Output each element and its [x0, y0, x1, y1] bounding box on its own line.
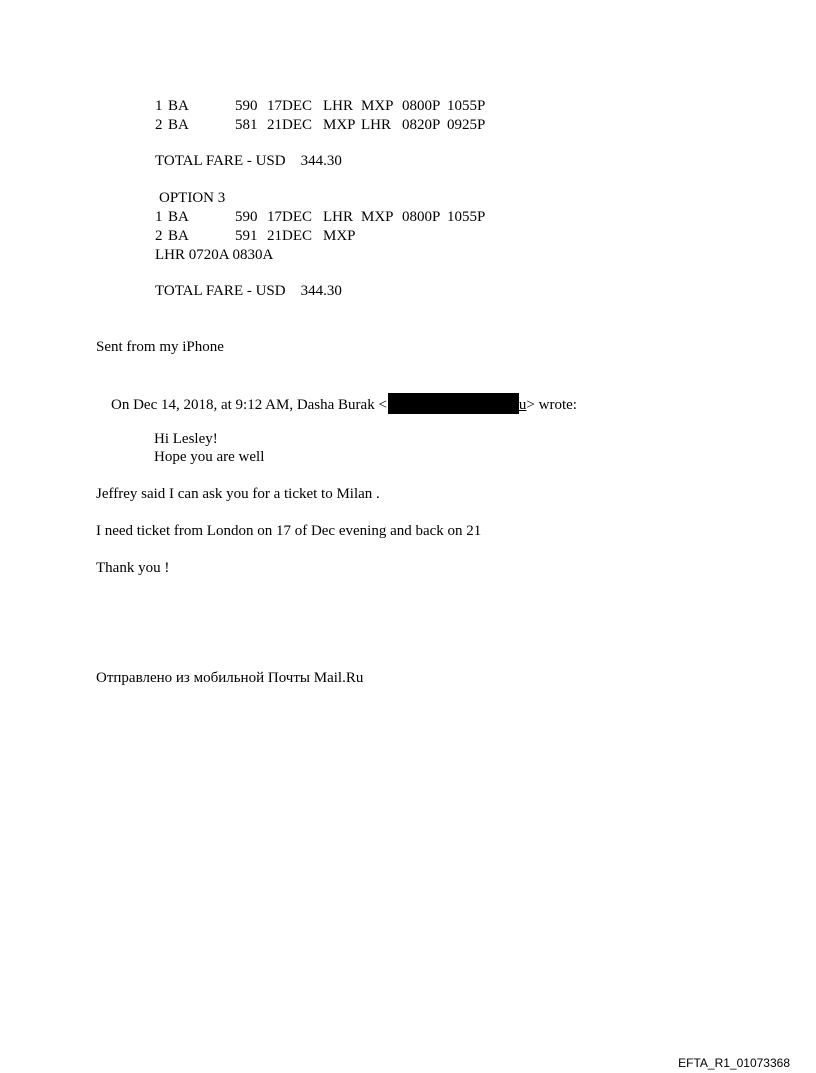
option3-title: OPTION 3 — [159, 190, 226, 206]
segment-date: 17DEC — [267, 98, 312, 114]
document-id: EFTA_R1_01073368 — [678, 1056, 790, 1070]
segment-arrival: 1055P — [447, 209, 486, 225]
flight-segment — [155, 227, 356, 246]
mobile-mail-signature: Отправлено из мобильной Почты Mail.Ru — [96, 670, 364, 686]
flight-segment — [155, 116, 486, 135]
segment-flight: 581 — [235, 117, 258, 133]
quote-header-prefix: On Dec 14, 2018, at 9:12 AM, Dasha Burak < — [111, 397, 387, 413]
segment-origin: MXP — [323, 117, 356, 133]
segment-date: 21DEC — [267, 117, 312, 133]
quote-header-suffix: > wrote: — [526, 397, 577, 413]
segment-date: 21DEC — [267, 228, 312, 244]
option3-itinerary — [155, 208, 486, 246]
segment-flight: 590 — [235, 98, 258, 114]
segment-departure: 0800P — [402, 209, 441, 225]
segment-arrival: 1055P — [447, 98, 486, 114]
segment-airline: BA — [168, 209, 189, 225]
segment-number: 1 — [155, 209, 163, 225]
segment-airline: BA — [168, 98, 189, 114]
segment-number: 1 — [155, 98, 163, 114]
option2-total-fare: TOTAL FARE - USD 344.30 — [155, 153, 342, 169]
option2-itinerary — [155, 97, 486, 135]
segment-destination: LHR — [361, 117, 391, 133]
segment-destination: MXP — [361, 98, 394, 114]
option3-total-fare: TOTAL FARE - USD 344.30 — [155, 283, 342, 299]
segment-number: 2 — [155, 228, 163, 244]
message-line-1: Jeffrey said I can ask you for a ticket to Milan . — [96, 486, 380, 502]
segment-departure: 0820P — [402, 117, 441, 133]
segment-airline: BA — [168, 228, 189, 244]
segment-arrival: 0925P — [447, 117, 486, 133]
segment-origin: MXP — [323, 228, 356, 244]
segment-destination: MXP — [361, 209, 394, 225]
segment-origin: LHR — [323, 209, 353, 225]
iphone-signature: Sent from my iPhone — [96, 339, 224, 355]
quote-header — [96, 374, 577, 434]
message-line-2: I need ticket from London on 17 of Dec evening and back on 21 — [96, 523, 482, 539]
segment-flight: 590 — [235, 209, 258, 225]
segment-date: 17DEC — [267, 209, 312, 225]
message-wish: Hope you are well — [154, 449, 265, 465]
email-link[interactable]: u — [518, 397, 527, 413]
flight-segment — [155, 97, 486, 116]
redaction-box — [388, 393, 519, 414]
flight-segment — [155, 208, 486, 227]
message-greeting: Hi Lesley! — [154, 431, 218, 447]
segment-origin: LHR — [323, 98, 353, 114]
option3-wrapped-segment: LHR 0720A 0830A — [155, 247, 274, 263]
message-thanks: Thank you ! — [96, 560, 170, 576]
segment-airline: BA — [168, 117, 189, 133]
segment-departure: 0800P — [402, 98, 441, 114]
segment-number: 2 — [155, 117, 163, 133]
segment-flight: 591 — [235, 228, 258, 244]
